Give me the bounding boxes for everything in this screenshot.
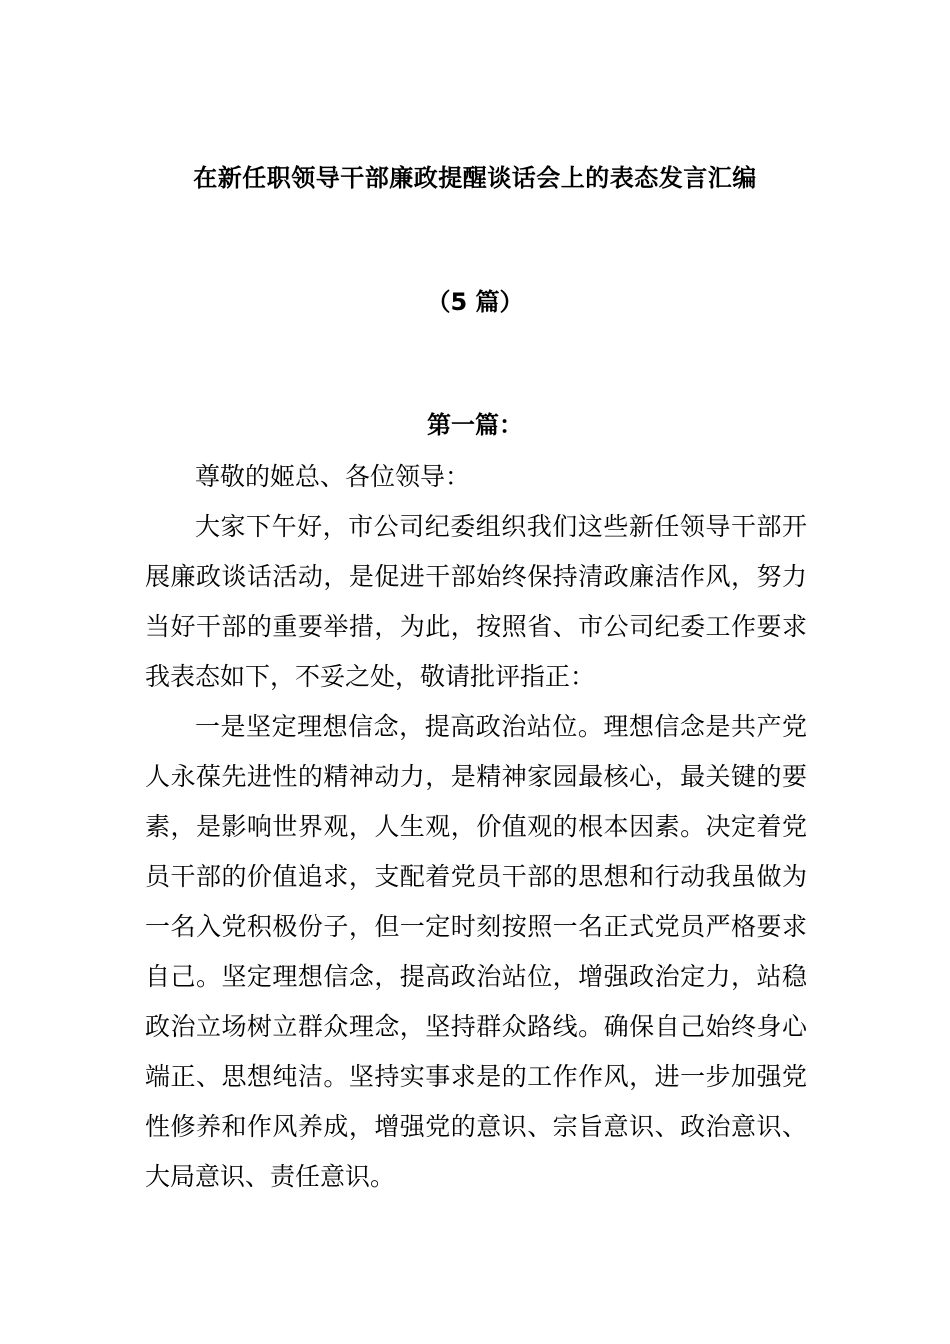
document-subtitle: （5 篇）: [426, 288, 524, 316]
greeting-paragraph: 尊敬的姬总、各位领导：: [195, 462, 471, 491]
document-title: 在新任职领导干部廉政提醒谈话会上的表态发言汇编: [193, 164, 757, 192]
section-heading: 第一篇：: [427, 411, 523, 439]
intro-paragraph: 大家下午好，市公司纪委组织我们这些新任领导干部开展廉政谈话活动，是促进干部始终保持清政廉洁作风，努力当好干部的重要举措，为此，按照省、市公司纪委工作要求我表态如下，不妥之处，敬请批评指正：: [145, 512, 807, 691]
point-one-paragraph: 一是坚定理想信念，提高政治站位。理想信念是共产党人永葆先进性的精神动力，是精神家园最核心，最关键的要素，是影响世界观，人生观，价值观的根本因素。决定着党员干部的价值追求，支配着党员干部的思想和行动我虽做为一名入党积极份子，但一定时刻按照一名正式党员严格要求自己。坚定理想信念，提高政治站位，增强政治定力，站稳政治立场树立群众理念，坚持群众路线。确保自己始终身心端正、思想纯洁。坚持实事求是的工作作风，进一步加强党性修养和作风养成，增强党的意识、宗旨意识、政治意识、大局意识、责任意识。: [145, 712, 807, 1191]
body-text: [145, 452, 807, 1202]
